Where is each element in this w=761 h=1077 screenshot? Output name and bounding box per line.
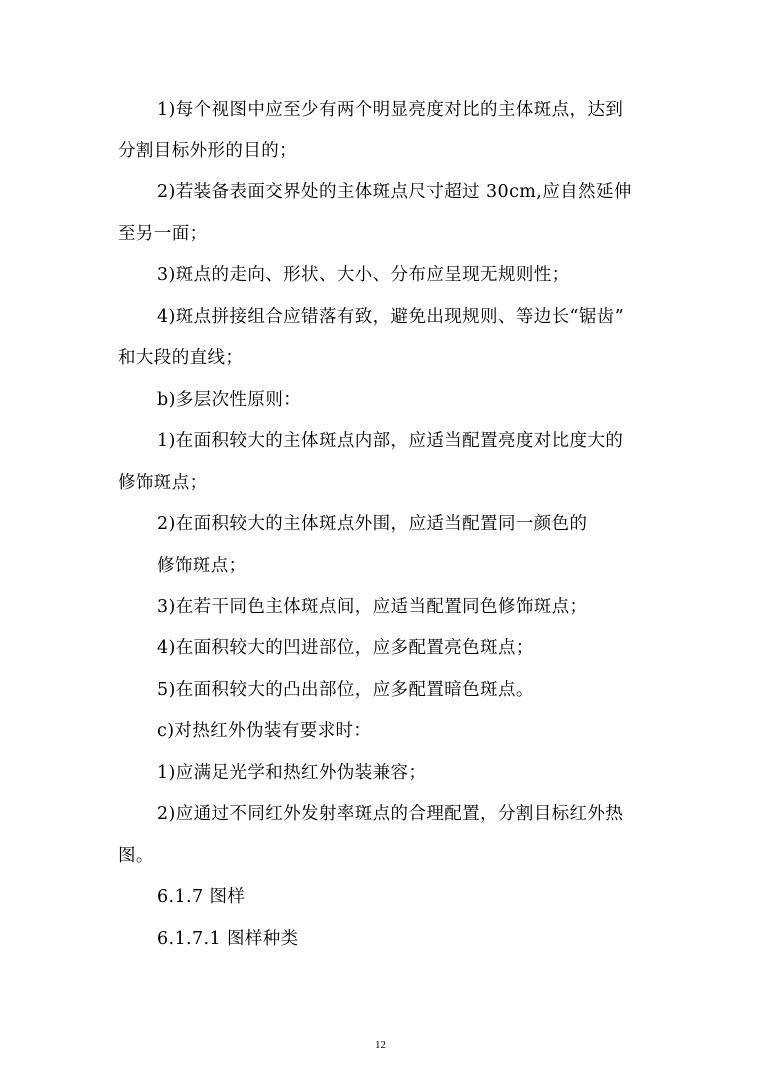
text-line: 4)在面积较大的凹进部位，应多配置亮色斑点； bbox=[157, 638, 534, 658]
section-heading-c: c)对热红外伪装有要求时： bbox=[157, 721, 372, 741]
section-heading-6-1-7: 6.1.7 图样 bbox=[157, 887, 246, 907]
text-line: 修饰斑点； bbox=[118, 473, 208, 493]
text-line: 1)在面积较大的主体斑点内部，应适当配置亮度对比度大的 bbox=[157, 431, 624, 451]
text-line: 4)斑点拼接组合应错落有致，避免出现规则、等边长“锯齿” bbox=[157, 307, 625, 327]
text-line: 修饰斑点； bbox=[157, 556, 247, 576]
section-heading-b: b)多层次性原则： bbox=[157, 390, 302, 410]
page-number: 12 bbox=[375, 1039, 386, 1051]
text-line: 至另一面； bbox=[118, 224, 208, 244]
text-line: 2)若装备表面交界处的主体斑点尺寸超过 30cm,应自然延伸 bbox=[157, 182, 632, 202]
text-line: 和大段的直线； bbox=[118, 348, 244, 368]
text-line: 分割目标外形的目的； bbox=[118, 141, 297, 161]
text-line: 图。 bbox=[118, 846, 154, 866]
text-line: 2)在面积较大的主体斑点外围，应适当配置同一颜色的 bbox=[157, 514, 588, 534]
text-line: 5)在面积较大的凸出部位，应多配置暗色斑点。 bbox=[157, 680, 534, 700]
text-line: 1)每个视图中应至少有两个明显亮度对比的主体斑点，达到 bbox=[157, 100, 624, 120]
text-line: 2)应通过不同红外发射率斑点的合理配置，分割目标红外热 bbox=[157, 804, 624, 824]
text-line: 3)斑点的走向、形状、大小、分布应呈现无规则性； bbox=[157, 265, 570, 285]
text-line: 3)在若干同色主体斑点间，应适当配置同色修饰斑点； bbox=[157, 597, 588, 617]
text-line: 1)应满足光学和热红外伪装兼容； bbox=[157, 763, 427, 783]
section-heading-6-1-7-1: 6.1.7.1 图样种类 bbox=[157, 929, 299, 949]
